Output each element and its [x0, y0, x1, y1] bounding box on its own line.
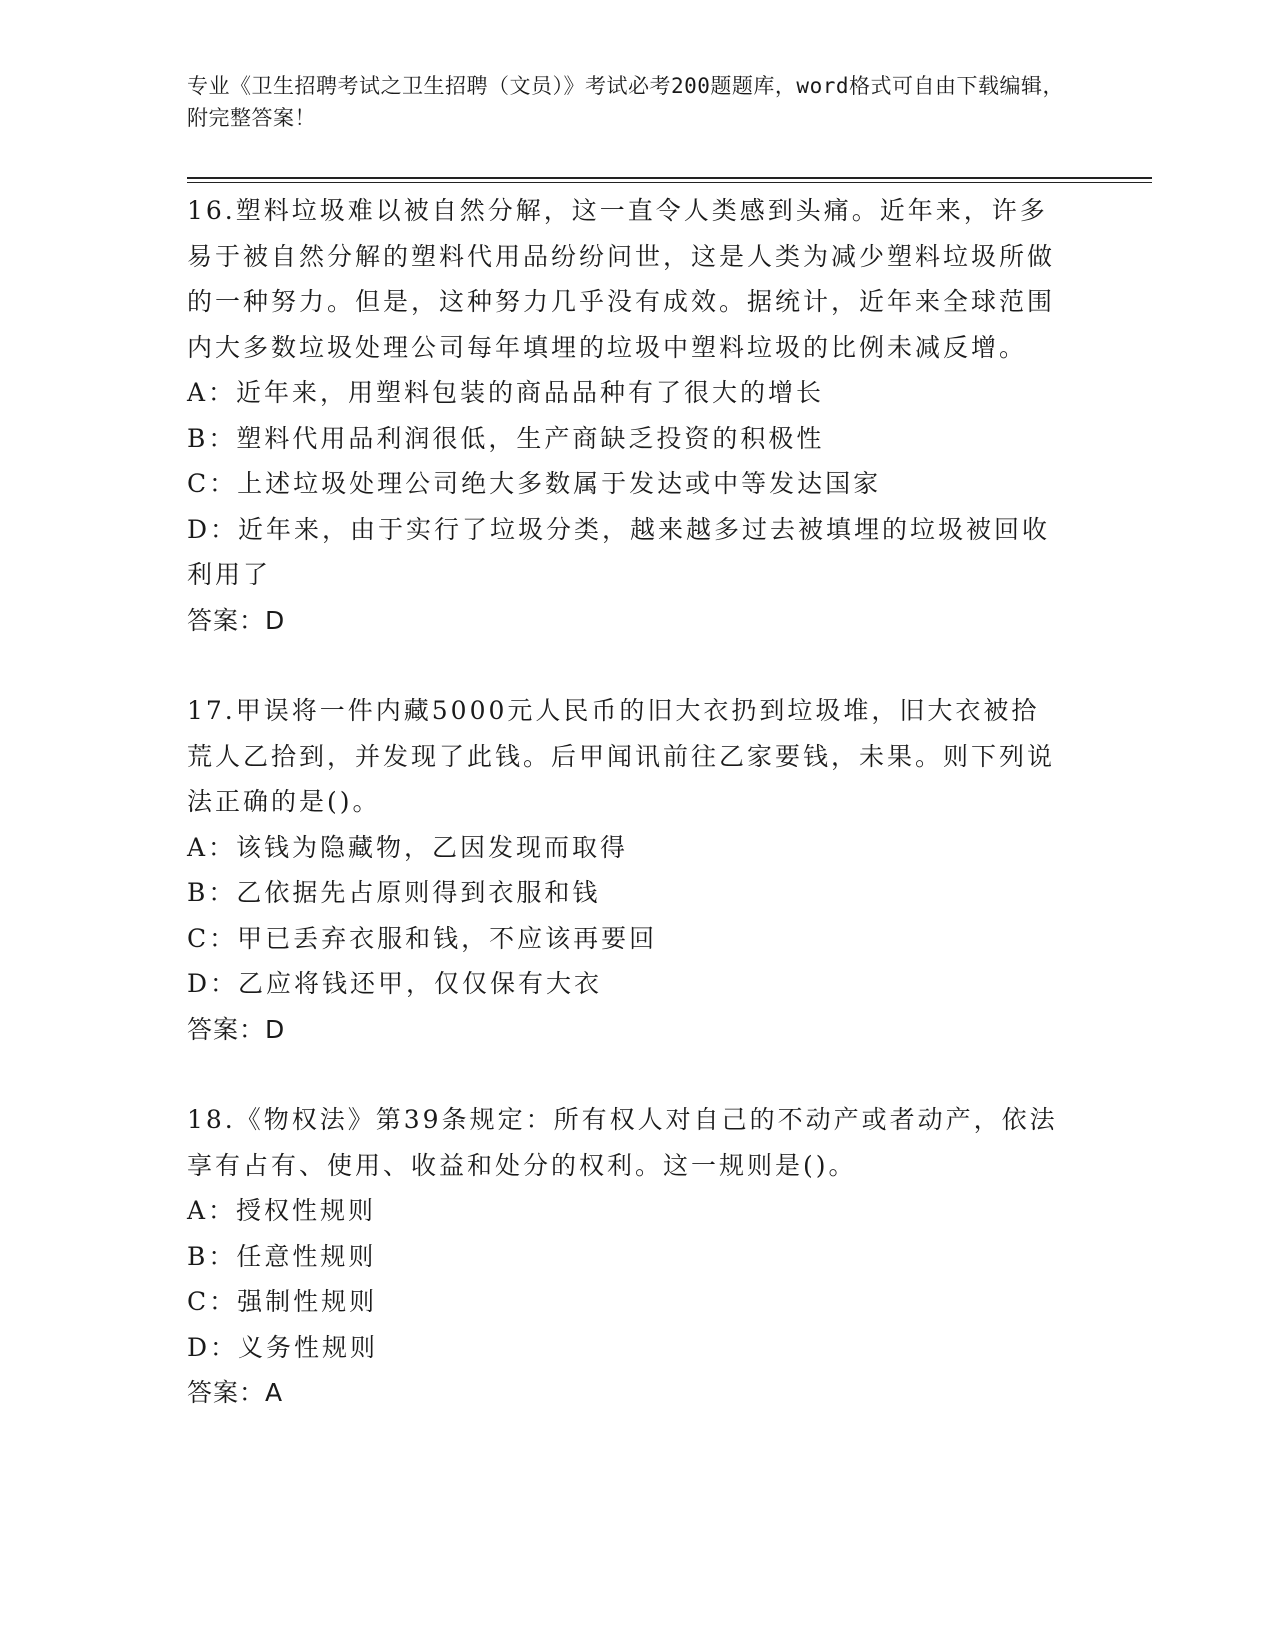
question-stem: 16.塑料垃圾难以被自然分解，这一直令人类感到头痛。近年来，许多易于被自然分解的塑料代用品纷纷问世，这是人类为减少塑料垃圾所做的一种努力。但是，这种努力几乎没有成效。据统计，近年来全球范围内大多数垃圾处理公司每年填埋的垃圾中塑料垃圾的比例未减反增。: [187, 196, 1056, 362]
question-list: [187, 188, 1067, 1416]
question-16: [187, 188, 1067, 643]
header-divider-thick: [187, 177, 1152, 179]
question-18: [187, 1097, 1067, 1416]
option-b: B：塑料代用品利润很低，生产商缺乏投资的积极性: [187, 423, 825, 453]
option-b: B：任意性规则: [187, 1241, 377, 1271]
option-d: D：义务性规则: [187, 1332, 379, 1362]
question-separator: [187, 643, 1067, 688]
option-c: C：上述垃圾处理公司绝大多数属于发达或中等发达国家: [187, 469, 882, 498]
option-a: A：近年来，用塑料包装的商品品种有了很大的增长: [187, 378, 825, 407]
question-separator: [187, 1052, 1067, 1097]
header-divider-thin: [187, 182, 1152, 183]
answer: 答案：D: [187, 605, 286, 635]
question-stem: 18.《物权法》第39条规定：所有权人对自己的不动产或者动产，依法享有占有、使用、收益和处分的权利。这一规则是()。: [187, 1105, 1058, 1180]
option-a: A：该钱为隐藏物，乙因发现而取得: [187, 832, 629, 862]
option-d: D：乙应将钱还甲，仅仅保有大衣: [187, 969, 603, 998]
question-stem: 17.甲误将一件内藏5000元人民币的旧大衣扔到垃圾堆，旧大衣被拾荒人乙拾到，并发现了此钱。后甲闻讯前往乙家要钱，未果。则下列说法正确的是()。: [187, 696, 1056, 816]
option-c: C：甲已丢弃衣服和钱，不应该再要回: [187, 923, 658, 953]
option-c: C：强制性规则: [187, 1287, 378, 1316]
option-b: B：乙依据先占原则得到衣服和钱: [187, 878, 601, 907]
option-d: D：近年来，由于实行了垃圾分类，越来越多过去被填埋的垃圾被回收利用了: [187, 514, 1051, 589]
option-a: A：授权性规则: [187, 1196, 377, 1225]
question-17: [187, 688, 1067, 1052]
answer: 答案：A: [187, 1378, 284, 1407]
answer: 答案：D: [187, 1014, 286, 1044]
document-header: 专业《卫生招聘考试之卫生招聘（文员）》考试必考200题题库，word格式可自由下载编辑，附完整答案！: [187, 74, 1064, 130]
